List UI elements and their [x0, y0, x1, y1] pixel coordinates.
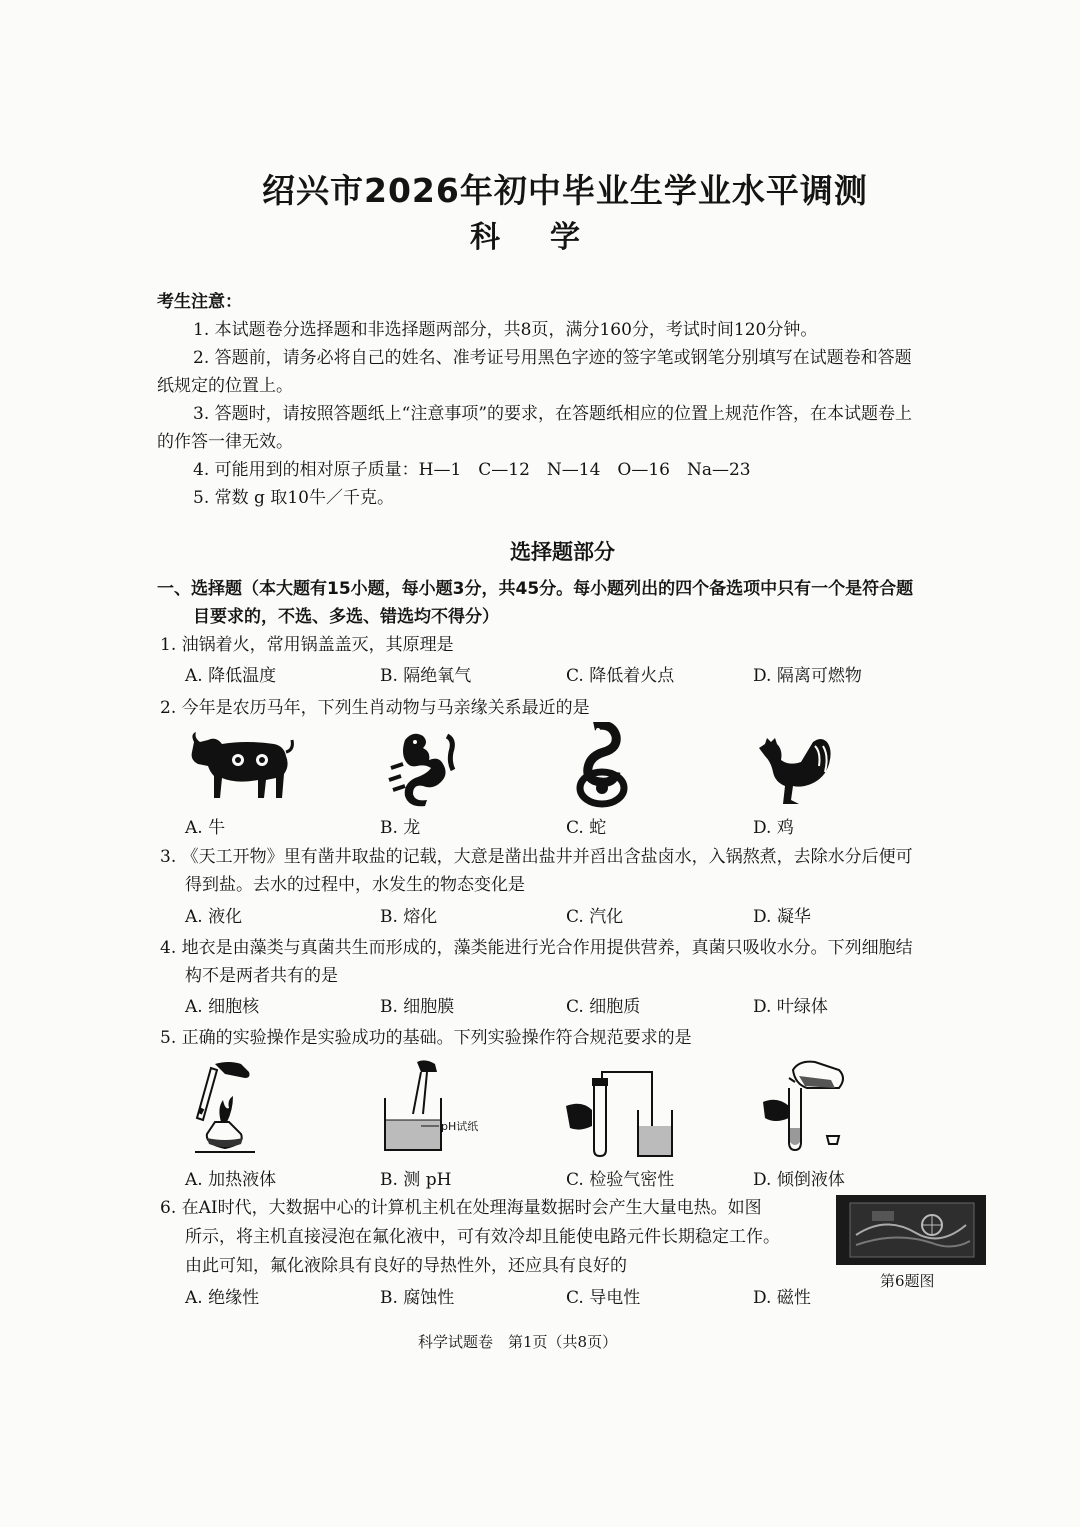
option-a: A. 牛 — [185, 818, 226, 838]
option-b: B. 隔绝氧气 — [380, 666, 472, 686]
option-c: C. 汽化 — [566, 907, 624, 927]
option-d: D. 鸡 — [753, 818, 794, 838]
question-stem: 2. 今年是农历马年，下列生肖动物与马亲缘关系最近的是 — [160, 698, 590, 718]
question-stem: 得到盐。去水的过程中，水发生的物态变化是 — [185, 875, 525, 895]
option-d: D. 隔离可燃物 — [753, 666, 862, 686]
question-stem: 1. 油锅着火，常用锅盖盖灭，其原理是 — [160, 635, 454, 655]
notice-item: 4. 可能用到的相对原子质量：H—1 C—12 N—14 O—16 Na—23 — [193, 460, 751, 480]
option-b: B. 测 pH — [380, 1170, 452, 1190]
option-b: B. 细胞膜 — [380, 997, 455, 1017]
notice-item: 纸规定的位置上。 — [157, 376, 293, 396]
notice-item: 1. 本试题卷分选择题和非选择题两部分，共8页，满分160分，考试时间120分钟。 — [193, 320, 818, 340]
option-b: B. 腐蚀性 — [380, 1288, 455, 1308]
notice-item: 2. 答题前，请务必将自己的姓名、准考证号用黑色字迹的签字笔或钢笔分别填写在试题卷和答题 — [193, 348, 912, 368]
question-stem: 构不是两者共有的是 — [185, 966, 338, 986]
notice-heading: 考生注意： — [157, 292, 242, 312]
option-b: B. 熔化 — [380, 907, 438, 927]
notice-item: 的作答一律无效。 — [157, 432, 293, 452]
ox-icon — [186, 730, 296, 805]
option-c: C. 导电性 — [566, 1288, 641, 1308]
question-stem: 由此可知，氟化液除具有良好的导热性外，还应具有良好的 — [185, 1256, 627, 1276]
option-a: A. 降低温度 — [185, 666, 277, 686]
notice-item: 5. 常数 g 取10牛／千克。 — [193, 488, 394, 508]
ph-paper-label: pH试纸 — [441, 1120, 479, 1133]
option-a: A. 液化 — [185, 907, 243, 927]
option-c: C. 蛇 — [566, 818, 607, 838]
option-d: D. 叶绿体 — [753, 997, 828, 1017]
section-instruction: 目要求的，不选、多选、错选均不得分） — [193, 607, 499, 627]
option-c: C. 细胞质 — [566, 997, 641, 1017]
option-d: D. 磁性 — [753, 1288, 811, 1308]
option-a: A. 加热液体 — [185, 1170, 277, 1190]
figure-caption: 第6题图 — [880, 1272, 935, 1290]
option-c: C. 检验气密性 — [566, 1170, 675, 1190]
question-stem: 5. 正确的实验操作是实验成功的基础。下列实验操作符合规范要求的是 — [160, 1028, 692, 1048]
option-c: C. 降低着火点 — [566, 666, 675, 686]
question-stem: 所示，将主机直接浸泡在氟化液中，可有效冷却且能使电路元件长期稳定工作。 — [185, 1227, 780, 1247]
question-stem: 6. 在AI时代，大数据中心的计算机主机在处理海量数据时会产生大量电热。如图 — [160, 1198, 762, 1218]
option-b: B. 龙 — [380, 818, 421, 838]
question-stem: 3. 《天工开物》里有凿井取盐的记载，大意是凿出盐井并舀出含盐卤水，入锅熬煮，去除水分后便可 — [160, 847, 913, 867]
option-a: A. 细胞核 — [185, 997, 260, 1017]
immersion-cooling-photo — [836, 1195, 986, 1265]
option-d: D. 倾倒液体 — [753, 1170, 845, 1190]
subject-title: 科学 — [470, 220, 630, 255]
question-stem: 4. 地衣是由藻类与真菌共生而形成的，藻类能进行光合作用提供营养，真菌只吸收水分。下列细胞结 — [160, 938, 913, 958]
section-title: 选择题部分 — [510, 540, 615, 564]
pouring-liquid-figure — [755, 1058, 855, 1155]
page-footer: 科学试题卷 第1页（共8页） — [418, 1333, 618, 1351]
dragon-icon — [383, 728, 463, 808]
exam-title: 绍兴市2026年初中毕业生学业水平调测 — [262, 171, 868, 210]
notice-item: 3. 答题时，请按照答题纸上“注意事项”的要求，在答题纸相应的位置上规范作答，在本试题卷上 — [193, 404, 913, 424]
option-a: A. 绝缘性 — [185, 1288, 260, 1308]
rooster-icon — [755, 732, 837, 808]
ph-test-figure — [383, 1058, 493, 1155]
section-instruction: 一、选择题（本大题有15小题，每小题3分，共45分。每小题列出的四个备选项中只有一个是符合题 — [157, 579, 914, 599]
heating-liquid-figure — [185, 1060, 265, 1155]
option-d: D. 凝华 — [753, 907, 811, 927]
snake-icon — [572, 722, 634, 808]
airtightness-figure — [566, 1070, 676, 1157]
